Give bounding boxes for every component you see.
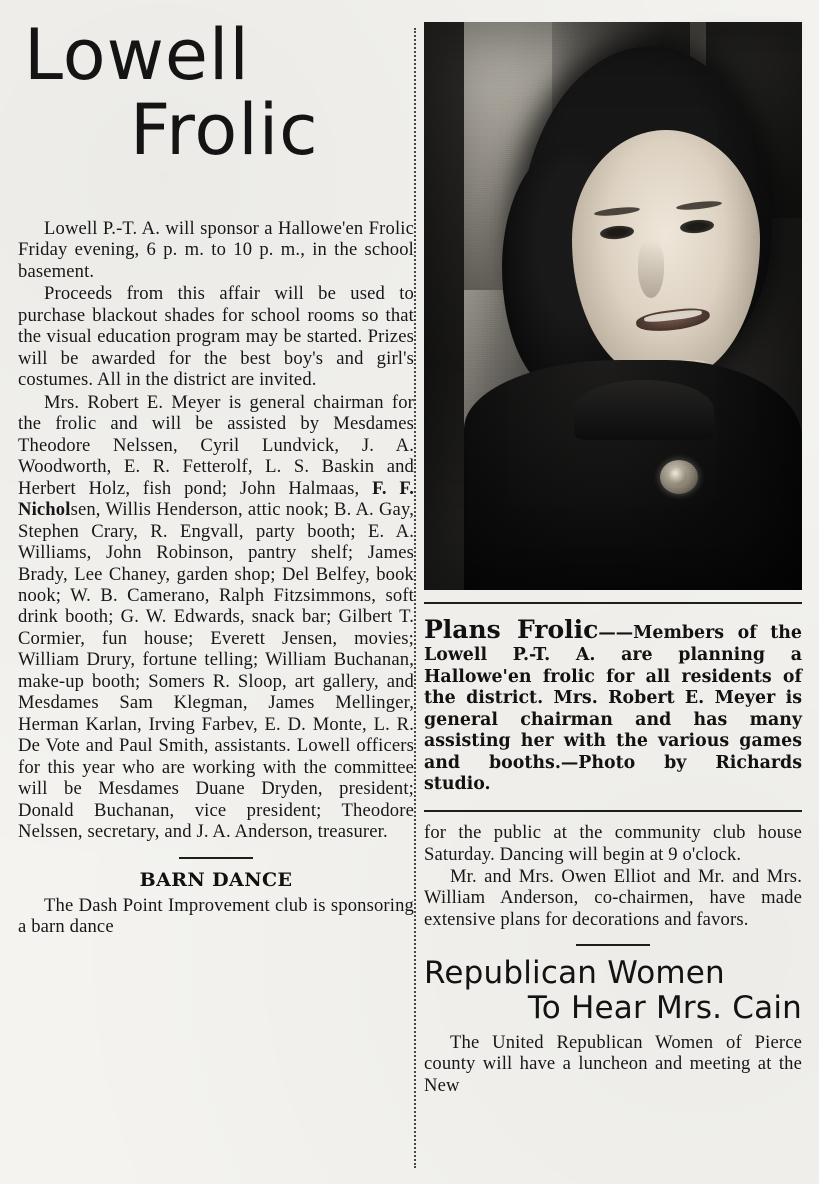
caption-bottom-rule [424, 810, 802, 812]
photo-caption [424, 614, 802, 796]
portrait-photo [424, 22, 802, 590]
paragraph-continuation: for the public at the community club house Saturday. Dancing will begin at 9 o'clock. [424, 822, 802, 865]
left-column [18, 14, 415, 1174]
republican-women-article [424, 1032, 802, 1096]
caption-top-rule [424, 602, 802, 604]
subhead-barn-dance: BARN DANCE [139, 868, 293, 891]
caption-lead-in: Plans Frolic [424, 615, 599, 644]
barn-dance-article [18, 895, 414, 938]
paragraph-barn-dance: The Dash Point Improvement club is sponsoring a barn dance [18, 894, 414, 938]
caption-dash: —— [598, 623, 634, 643]
left-column-article [18, 218, 414, 843]
masthead [18, 14, 414, 218]
masthead-line-2: Frolic [130, 88, 319, 171]
paragraph-republican-women: The United Republican Women of Pierce county will have a luncheon and meeting at the New [424, 1031, 802, 1096]
column-divider-rule [414, 28, 416, 1168]
caption-body: Members of the Lowell P.-T. A. are planning a Hallowe'en frolic for all residents of the district. Mrs. Robert E. Meyer is general chairman and has many assisting her with the various games and booths.—Photo by Richards studio. [424, 623, 802, 795]
headline-line-1: Republican Women [424, 955, 725, 992]
paragraph-committee [18, 392, 414, 843]
paragraph-proceeds: Proceeds from this affair will be used to purchase blackout shades for school rooms so that the visual education program may be started. Prizes will be awarded for the best boy's and girl's costumes. All in the district are invited. [18, 283, 414, 391]
masthead-line-1: Lowell [24, 14, 250, 96]
section-divider-short [179, 857, 253, 859]
headline-line-2: To Hear Mrs. Cain [527, 990, 802, 1027]
paragraph-intro: Lowell P.-T. A. will sponsor a Hallowe'en Frolic Friday evening, 6 p. m. to 10 p. m., in the school basement. [18, 218, 414, 282]
committee-text-part-2: sen, Willis Henderson, attic nook; B. A. Gay, Stephen Crary, R. Engvall, party booth; E. A. Williams, John Robinson, pantry shelf; James Brady, Lee Chaney, garden shop; Del Belfey, book nook; W. B. Camerano, Ralph Fitzsimmons, soft drink booth; G. W. Edwards, snack bar; Gilbert T. Cormier, fun house; Everett Jensen, movies; William Drury, fortune telling; William Buchanan, make-up booth; Somers R. Sloop, art gallery, and Mesdames Sam Klegman, James Mellinger, Herman Karlan, Irving Farbev, E. D. Monte, L. R. De Vote and Paul Smith, assistants. Lowell officers for this year who are working with the committee will be Mesdames Duane Dryden, president; Donald Buchanan, vice president; Theodore Nelssen, secretary, and J. A. Anderson, treasurer. [18, 499, 414, 843]
story-divider-rule [576, 944, 650, 946]
headline-republican-women [424, 956, 802, 1025]
paragraph-cochairmen: Mr. and Mrs. Owen Elliot and Mr. and Mrs. William Anderson, co-chairmen, have made extensive plans for decorations and favors. [424, 865, 802, 930]
committee-text-part-1: Mrs. Robert E. Meyer is general chairman for the frolic and will be assisted by Mesdames Theodore Nelssen, Cyril Lundvick, J. A. Woodworth, E. R. Fetterolf, L. S. Baskin and Herbert Holz, fish pond; John Halmaas, [18, 391, 414, 499]
continued-article [424, 822, 802, 930]
committee-bold-name: F. F. Nichol [18, 477, 415, 521]
right-column [424, 22, 802, 1174]
